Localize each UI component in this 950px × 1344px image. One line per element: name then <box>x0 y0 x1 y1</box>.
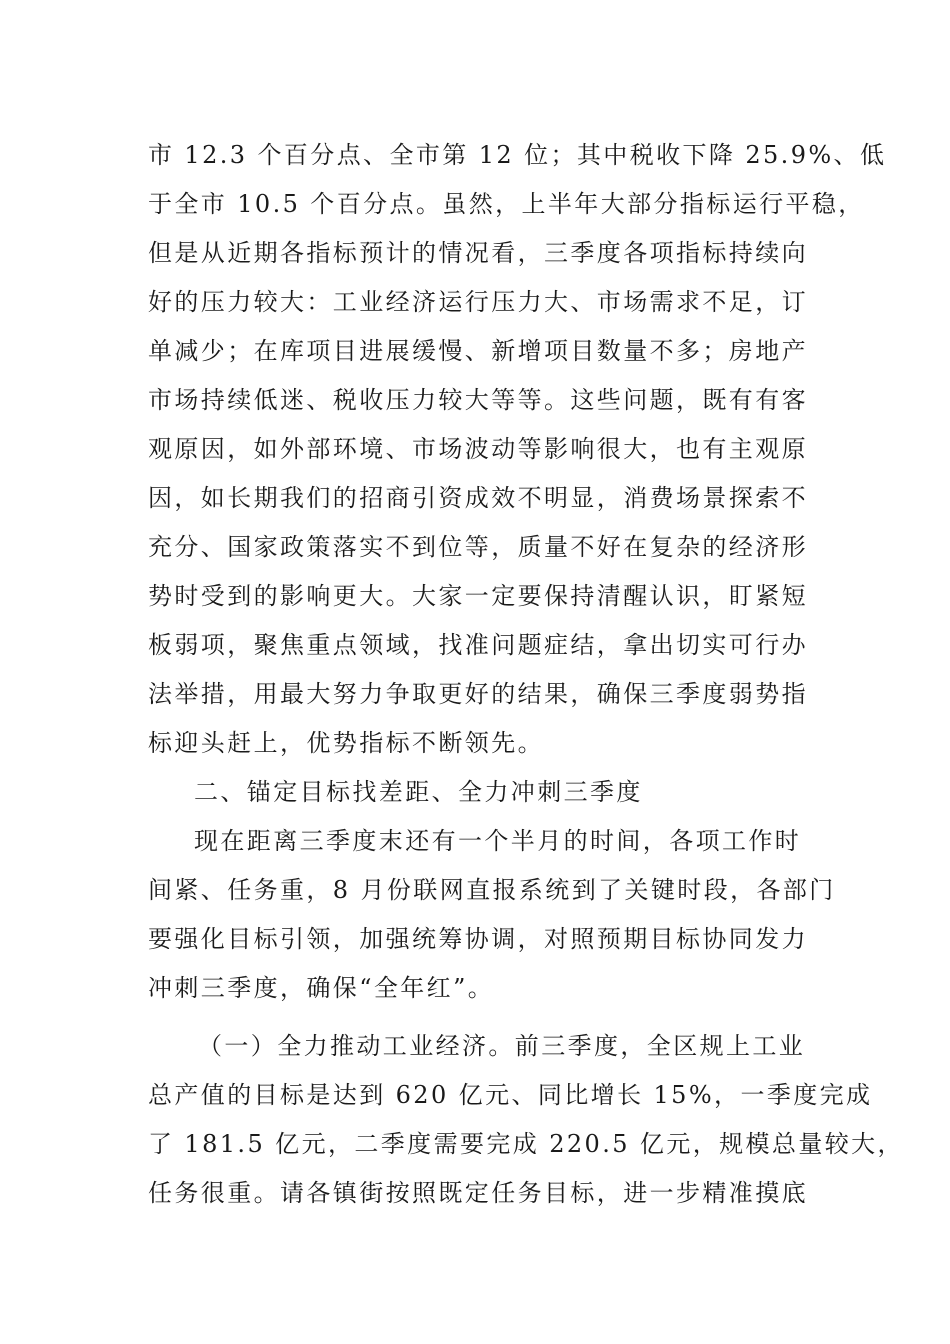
text-line: 市 12.3 个百分点、全市第 12 位；其中税收下降 25.9%、低 <box>148 141 887 169</box>
text-line: 市场持续低迷、税收压力较大等等。这些问题，既有有客 <box>148 386 808 414</box>
text-line: 间紧、任务重，8 月份联网直报系统到了关键时段，各部门 <box>148 876 836 904</box>
section-heading: 二、锚定目标找差距、全力冲刺三季度 <box>194 778 643 806</box>
text-line: 任务很重。请各镇街按照既定任务目标，进一步精准摸底 <box>148 1179 808 1207</box>
text-line: 观原因，如外部环境、市场波动等影响很大，也有主观原 <box>148 435 808 463</box>
text-line: 现在距离三季度末还有一个半月的时间，各项工作时 <box>194 827 802 855</box>
text-line: 因，如长期我们的招商引资成效不明显，消费场景探索不 <box>148 484 808 512</box>
text-line: 于全市 10.5 个百分点。虽然，上半年大部分指标运行平稳， <box>148 190 865 218</box>
text-line: 好的压力较大：工业经济运行压力大、市场需求不足，订 <box>148 288 808 316</box>
text-line: 标迎头赶上，优势指标不断领先。 <box>148 729 544 757</box>
text-line: 了 181.5 亿元，二季度需要完成 220.5 亿元，规模总量较大， <box>148 1130 904 1158</box>
document-body <box>148 131 904 1218</box>
text-line: 但是从近期各指标预计的情况看，三季度各项指标持续向 <box>148 239 808 267</box>
paragraph-gap <box>148 1013 808 1022</box>
text-line: 板弱项，聚焦重点领域，找准问题症结，拿出切实可行办 <box>148 631 808 659</box>
text-line: 冲刺三季度，确保“全年红”。 <box>148 974 495 1002</box>
text-line: 势时受到的影响更大。大家一定要保持清醒认识，盯紧短 <box>148 582 808 610</box>
text-line: 充分、国家政策落实不到位等，质量不好在复杂的经济形 <box>148 533 808 561</box>
text-line: 单减少；在库项目进展缓慢、新增项目数量不多；房地产 <box>148 337 808 365</box>
text-line: 总产值的目标是达到 620 亿元、同比增长 15%，一季度完成 <box>148 1081 873 1109</box>
text-line: 要强化目标引领，加强统筹协调，对照预期目标协同发力 <box>148 925 808 953</box>
text-line: 法举措，用最大努力争取更好的结果，确保三季度弱势指 <box>148 680 808 708</box>
subsection-heading: （一）全力推动工业经济。前三季度，全区规上工业 <box>198 1032 806 1060</box>
